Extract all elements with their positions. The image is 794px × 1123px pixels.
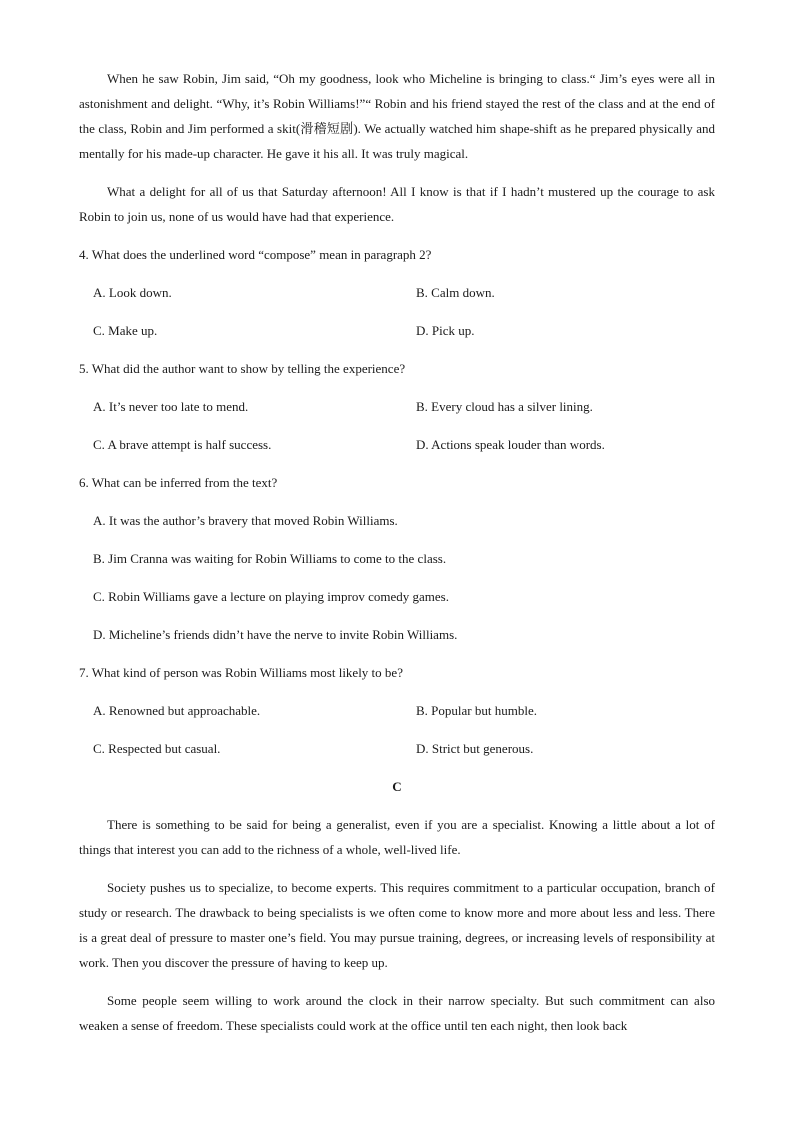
option-d: D. Pick up. <box>416 323 475 338</box>
option-a: A. It was the author’s bravery that moved Robin Williams. <box>93 513 398 528</box>
option-row <box>79 394 715 419</box>
passage-paragraph: What a delight for all of us that Saturday afternoon! All I know is that if I hadn’t mustered up the courage to ask Robin to join us, none of us would have had that experience. <box>79 184 715 224</box>
option-b: B. Popular but humble. <box>416 703 537 718</box>
option-b: B. Every cloud has a silver lining. <box>416 399 593 414</box>
section-title: C <box>392 779 402 794</box>
passage-paragraph: When he saw Robin, Jim said, “Oh my goodness, look who Micheline is bringing to class.“ Jim’s eyes were all in astonishment and delight. “Why, it’s Robin Williams!”“ Robin and his friend stayed the rest of the class and at the end of the class, Robin and Jim performed a skit(滑稽短剧). We actually watched him shape-shift as he prepared physically and mentally for his made-up character. He gave it his all. It was truly magical. <box>79 71 715 161</box>
option-d: D. Actions speak louder than words. <box>416 437 605 452</box>
option-b: B. Jim Cranna was waiting for Robin Williams to come to the class. <box>93 551 447 566</box>
question-stem: 6. What can be inferred from the text? <box>79 475 278 490</box>
option-d: D. Strict but generous. <box>416 741 534 756</box>
option-c: C. Respected but casual. <box>93 741 221 756</box>
option-row <box>79 318 715 343</box>
option-a: A. It’s never too late to mend. <box>93 399 249 414</box>
option-c: C. Robin Williams gave a lecture on playing improv comedy games. <box>93 589 449 604</box>
option-row <box>79 280 715 305</box>
passage-paragraph: There is something to be said for being a generalist, even if you are a specialist. Knowing a little about a lot of things that interest you can add to the richness of a whole, well-lived life. <box>79 817 715 857</box>
option-row <box>79 432 715 457</box>
passage-paragraph: Some people seem willing to work around the clock in their narrow specialty. But such commitment can also weaken a sense of freedom. These specialists could work at the office until ten each night, then look back <box>79 993 715 1033</box>
question-stem: 7. What kind of person was Robin Williams most likely to be? <box>79 665 403 680</box>
option-b: B. Calm down. <box>416 285 495 300</box>
option-row <box>79 736 715 761</box>
option-d: D. Micheline’s friends didn’t have the nerve to invite Robin Williams. <box>93 627 458 642</box>
option-a: A. Renowned but approachable. <box>93 703 261 718</box>
option-row <box>79 698 715 723</box>
option-c: C. A brave attempt is half success. <box>93 437 272 452</box>
option-a: A. Look down. <box>93 285 172 300</box>
passage-paragraph: Society pushes us to specialize, to become experts. This requires commitment to a particular occupation, branch of study or research. The drawback to being specialists is we often come to know more and more about less and less. There is a great deal of pressure to master one’s field. You may pursue training, degrees, or increasing levels of responsibility at work. Then you discover the pressure of having to keep up. <box>79 880 715 970</box>
option-c: C. Make up. <box>93 323 158 338</box>
question-stem: 4. What does the underlined word “compose” mean in paragraph 2? <box>79 247 432 262</box>
question-stem: 5. What did the author want to show by telling the experience? <box>79 361 406 376</box>
document-page <box>79 66 715 1051</box>
